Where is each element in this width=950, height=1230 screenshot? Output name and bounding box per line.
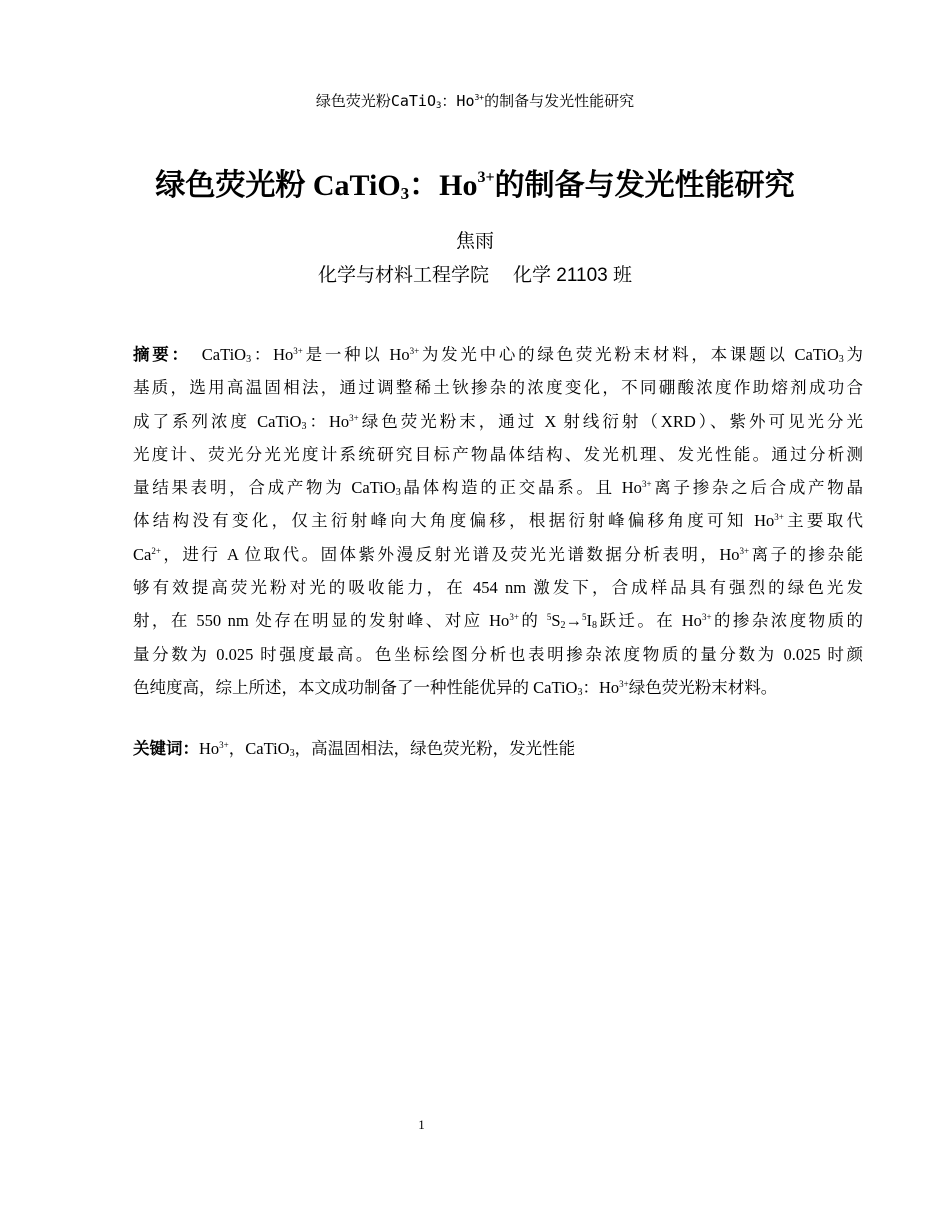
running-header-text: 的制备与发光性能研究 <box>484 92 635 110</box>
text-run: ：Ho <box>582 677 620 697</box>
affiliation <box>0 263 950 289</box>
running-header <box>0 91 950 111</box>
subscript: 2 <box>560 620 566 632</box>
abstract-line <box>133 538 863 571</box>
text-run: 光度计、荧光分光光度计系统研究目标产物晶体结构、发光机理、发光性能。通过分析测 <box>133 444 863 464</box>
superscript: 3+ <box>509 612 519 623</box>
abstract-line <box>133 338 863 371</box>
abstract-line <box>133 604 863 637</box>
affiliation-class: 化学 21103 班 <box>513 265 632 286</box>
text-run: 基质，选用高温固相法，通过调整稀土钬掺杂的浓度变化，不同硼酸浓度作助熔剂成功合 <box>133 378 863 398</box>
title-superscript: 3+ <box>477 169 495 186</box>
superscript: 3+ <box>701 612 712 623</box>
text-run: 为发光中心的绿色荧光粉末材料，本课题以 CaTiO <box>419 345 839 364</box>
superscript: 3+ <box>349 412 359 423</box>
text-run: 绿色荧光粉末，通过 X 射线衍射（XRD）、紫外可见光分光 <box>358 411 863 431</box>
paper-title <box>60 166 890 206</box>
abstract-line <box>133 571 863 604</box>
text-run: S <box>551 611 561 631</box>
text-run: ：Ho <box>306 411 350 431</box>
title-text: 绿色荧光粉 CaTiO <box>155 169 401 202</box>
text-run: 晶体构造的正交晶系。且 Ho <box>400 478 642 498</box>
text-run: ，CaTiO <box>228 739 290 758</box>
title-text: 的制备与发光性能研究 <box>494 169 795 202</box>
title-subscript: 3 <box>400 184 410 203</box>
superscript: 3+ <box>219 740 229 750</box>
text-run: 量结果表明，合成产物为 CaTiO <box>133 478 396 498</box>
running-header-subscript: 3 <box>436 101 442 111</box>
abstract-line <box>133 405 863 438</box>
text-run: → <box>565 611 583 631</box>
superscript: 3+ <box>293 346 303 356</box>
keywords <box>133 734 863 764</box>
abstract-label: 摘要： <box>133 345 183 364</box>
subscript: 3 <box>838 354 844 365</box>
superscript: 5 <box>582 612 587 623</box>
superscript: 3+ <box>739 545 750 556</box>
text-run: 跃迁。在 Ho <box>597 611 702 631</box>
abstract <box>133 338 863 704</box>
text-run: CaTiO <box>182 345 247 364</box>
abstract-line <box>133 371 863 404</box>
subscript: 3 <box>246 354 252 365</box>
text-run: 是一种以 Ho <box>302 345 410 364</box>
text-run: 离子的掺杂能 <box>749 544 864 564</box>
running-header-text: 绿色荧光粉CaTiO <box>315 92 436 110</box>
subscript: 3 <box>577 686 583 698</box>
text-run: 的 <box>518 611 547 631</box>
text-run: ，高温固相法，绿色荧光粉，发光性能 <box>294 739 576 758</box>
text-run: ：Ho <box>251 345 294 364</box>
superscript: 3+ <box>774 512 784 523</box>
text-run: 绿色荧光粉末材料。 <box>628 677 778 697</box>
superscript: 3+ <box>619 678 629 689</box>
running-header-text: ：Ho <box>441 92 475 110</box>
superscript: 3+ <box>641 479 652 490</box>
affiliation-school: 化学与材料工程学院 <box>318 265 490 286</box>
subscript: 3 <box>395 487 401 499</box>
text-run: 色纯度高，综上所述，本文成功制备了一种性能优异的 CaTiO <box>133 677 578 697</box>
subscript: 3 <box>289 748 295 759</box>
superscript: 2+ <box>151 545 161 556</box>
title-text: ：Ho <box>409 169 478 202</box>
running-header-superscript: 3+ <box>474 93 485 102</box>
subscript: 3 <box>301 420 307 432</box>
text-run: 量分数为 0.025 时强度最高。色坐标绘图分析也表明掺杂浓度物质的量分数为 0.025 时颜 <box>133 644 864 664</box>
text-run: 为 <box>843 345 864 364</box>
author-name: 焦雨 <box>455 230 494 252</box>
text-run: 离子掺杂之后合成产物晶 <box>651 478 864 498</box>
page-number: 1 <box>418 1117 425 1132</box>
superscript: 5 <box>546 612 552 623</box>
text-run: 射，在 550 nm 处存在明显的发射峰、对应 Ho <box>133 611 510 631</box>
subscript: 8 <box>592 620 598 632</box>
text-run: 成了系列浓度 CaTiO <box>133 411 302 431</box>
abstract-line <box>133 504 863 537</box>
text-run: 体结构没有变化，仅主衍射峰向大角度偏移，根据衍射峰偏移角度可知 Ho <box>133 511 775 531</box>
text-run: Ca <box>133 544 152 564</box>
text-run: I <box>586 611 593 631</box>
text-run: 够有效提高荧光粉对光的吸收能力，在 454 nm 激发下，合成样品具有强烈的绿色光发 <box>133 578 863 598</box>
text-run: Ho <box>199 739 220 758</box>
abstract-line <box>133 671 863 704</box>
text-run: ，进行 A 位取代。固体紫外漫反射光谱及荧光光谱数据分析表明，Ho <box>160 544 740 564</box>
superscript: 3+ <box>409 346 420 356</box>
abstract-line <box>133 638 863 671</box>
keywords-label: 关键词： <box>133 739 199 758</box>
abstract-line <box>133 471 863 504</box>
abstract-line <box>133 438 863 471</box>
text-run: 的掺杂浓度物质的 <box>711 611 864 631</box>
text-run: 主要取代 <box>783 511 864 531</box>
